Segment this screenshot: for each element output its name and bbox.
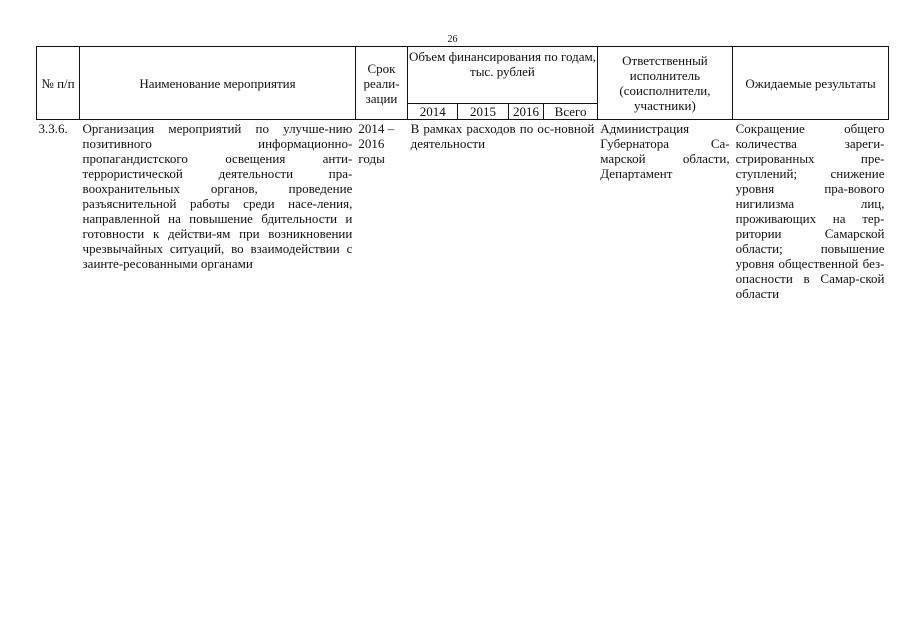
header-name: Наименование мероприятия — [80, 47, 356, 120]
row-measure-name: Организация мероприятий по улучше-нию позитивного информационно-пропагандистского освещения анти-террористической деятельности пра-воохранительных органов, проведение разъяснительной работы среди насе-ления, направленной на повышение бдительности и готовности к действи-ям при возникновении чрезвычайных ситуаций, во взаимодействии с заинте-ресованными органами — [82, 121, 353, 271]
header-funding: Объем финансирования по годам, тыс. рублей — [408, 47, 598, 104]
row-results: Сокращение общего количества зареги-стрированных пре-ступлений; снижение уровня пра-вового нигилизма лиц, проживающих на тер-ритории Самарской области; повышение уровня общественной без-опасности в Самар-ской области — [735, 121, 885, 301]
row-funding: В рамках расходов по ос-новной деятельности — [410, 121, 595, 151]
header-year-total: Всего — [544, 104, 597, 120]
measures-table — [36, 46, 889, 301]
header-year-2015: 2015 — [458, 104, 508, 120]
row-term: 2014 – 2016 годы — [358, 121, 395, 166]
table-row — [37, 120, 889, 302]
header-results: Ожидаемые результаты — [733, 47, 889, 120]
header-year-2016: 2016 — [508, 104, 544, 120]
header-number: № п/п — [37, 47, 80, 120]
header-term: Срок реали-зации — [355, 47, 407, 120]
header-responsible: Ответственный исполнитель (соисполнители, участники) — [597, 47, 732, 120]
row-number: 3.3.6. — [38, 121, 68, 136]
page-number: 26 — [447, 34, 458, 45]
row-responsible: Администрация Губернатора Са-марской области, Департамент — [600, 121, 730, 181]
header-year-2014: 2014 — [408, 104, 458, 120]
